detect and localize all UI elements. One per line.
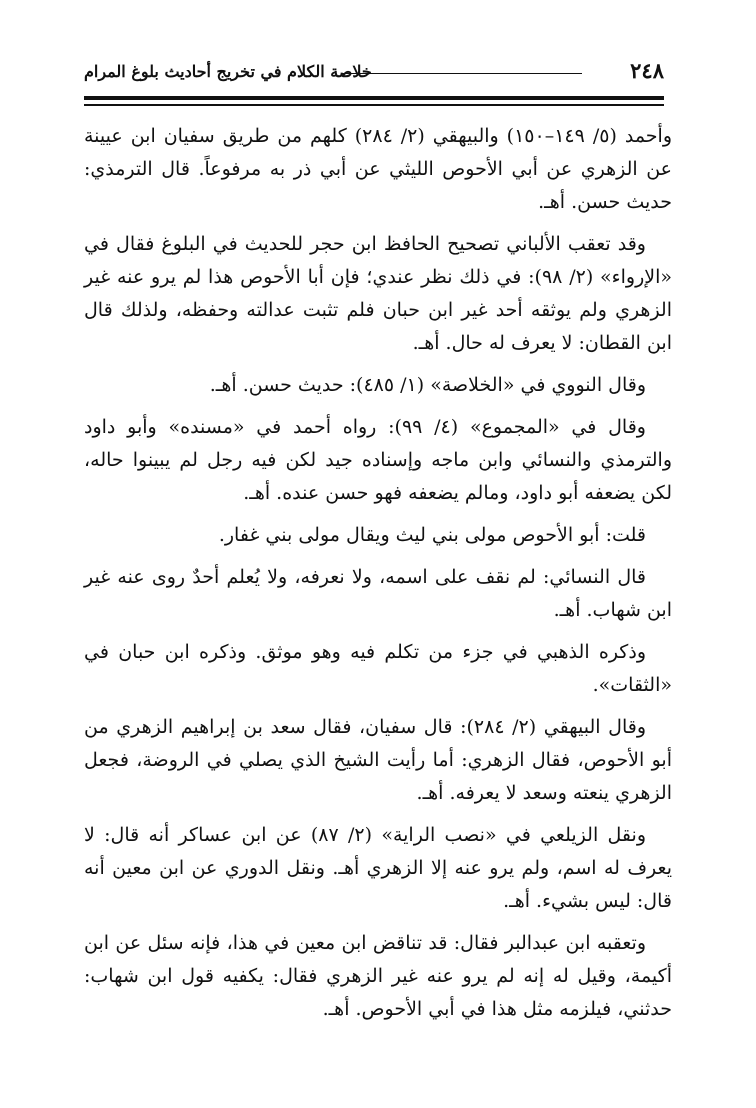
page-number: ٢٤٨ xyxy=(630,58,664,83)
header-dash-divider xyxy=(342,73,582,74)
page-body xyxy=(84,120,672,1088)
page-header xyxy=(84,56,664,96)
paragraph-ibn-abdilbarr: وتعقبه ابن عبدالبر فقال: قد تناقض ابن معين في هذا، فإنه سئل عن ابن أكيمة، وقيل له إنه لم يرو عنه غير الزهري فقال: يكفيه قول ابن شهاب: حدثني، فيلزمه مثل هذا في أبي الأحوص. أهـ. xyxy=(84,932,672,1020)
header-rule-thin xyxy=(84,104,664,106)
paragraph-nawawi-khulasa: وقال النووي في «الخلاصة» (١/ ٤٨٥): حديث حسن. أهـ. xyxy=(209,374,646,396)
paragraph-bayhaqi: وقال البيهقي (٢/ ٢٨٤): قال سفيان، فقال سعد بن إبراهيم الزهري من أبو الأحوص، فقال الزهري: أما رأيت الشيخ الذي يصلي في الروضة، فجعل الزهري ينعته وسعد لا يعرفه. أهـ. xyxy=(84,716,672,804)
paragraph-qultu: قلت: أبو الأحوص مولى بني ليث ويقال مولى بني غفار. xyxy=(218,524,646,546)
paragraph-albani: وقد تعقب الألباني تصحيح الحافظ ابن حجر للحديث في البلوغ فقال في «الإرواء» (٢/ ٩٨): في ذلك نظر عندي؛ فإن أبا الأحوص هذا لم يرو عنه غير الزهري ولم يوثقه أحد غير ابن حبان فلم تثبت عدالته وحفظه، ولذلك قال ابن القطان: لا يعرف له حال. أهـ. xyxy=(84,233,672,354)
paragraph-nawawi-majmu: وقال في «المجموع» (٤/ ٩٩): رواه أحمد في «مسنده» وأبو داود والترمذي والنسائي وابن ماجه وإسناده جيد لكن فيه رجل لم يبينوا حاله، لكن يضعفه أبو داود، ومالم يضعفه فهو حسن عنده. أهـ. xyxy=(84,416,672,504)
paragraph-nasai: قال النسائي: لم نقف على اسمه، ولا نعرفه، ولا يُعلم أحدٌ روى عنه غير ابن شهاب. أهـ. xyxy=(84,566,672,621)
running-title: خلاصة الكلام في تخريج أحاديث بلوغ المرام xyxy=(84,62,372,81)
paragraph-dhahabi: وذكره الذهبي في جزء من تكلم فيه وهو موثق. وذكره ابن حبان في «الثقات». xyxy=(84,641,672,696)
paragraph-takhrij-ahmad: وأحمد (٥/ ١٤٩–١٥٠) والبيهقي (٢/ ٢٨٤) كلهم من طريق سفيان ابن عيينة عن الزهري عن أبي الأحوص الليثي عن أبي ذر به مرفوعاً. قال الترمذي: حديث حسن. أهـ. xyxy=(84,125,672,213)
header-rule-thick xyxy=(84,96,664,100)
paragraph-zaylai: ونقل الزيلعي في «نصب الراية» (٢/ ٨٧) عن ابن عساكر أنه قال: لا يعرف له اسم، ولم يرو عنه إلا الزهري أهـ. ونقل الدوري عن ابن معين أنه قال: ليس بشيء. أهـ. xyxy=(84,824,672,912)
